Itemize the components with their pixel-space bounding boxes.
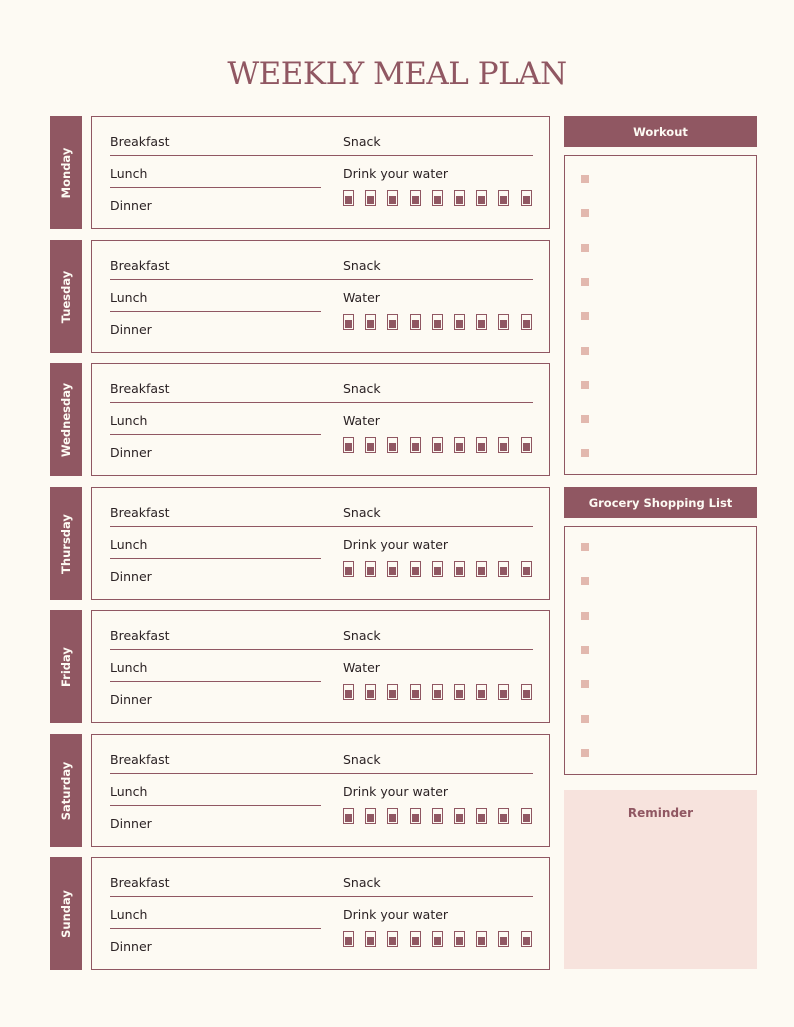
water-fill xyxy=(434,567,441,575)
breakfast-field[interactable]: Breakfast xyxy=(110,752,170,767)
water-fill xyxy=(367,814,374,822)
checkbox-bullet[interactable] xyxy=(581,449,589,457)
day-name: Tuesday xyxy=(59,270,73,323)
drink-label: Drink your water xyxy=(343,166,449,181)
water-fill xyxy=(389,443,396,451)
grocery-header xyxy=(564,487,757,518)
water-fill xyxy=(389,814,396,822)
day-name: Monday xyxy=(59,147,73,198)
water-fill xyxy=(500,320,507,328)
water-glass-icon[interactable] xyxy=(410,561,421,577)
water-fill xyxy=(389,690,396,698)
breakfast-field[interactable]: Breakfast xyxy=(110,134,170,149)
water-fill xyxy=(523,937,530,945)
checkbox-bullet[interactable] xyxy=(581,749,589,757)
dinner-field[interactable]: Dinner xyxy=(110,445,152,460)
divider xyxy=(110,311,321,312)
day-tab xyxy=(50,240,82,353)
water-fill xyxy=(389,567,396,575)
water-glass-icon[interactable] xyxy=(432,931,443,947)
water-fill xyxy=(389,320,396,328)
water-glass-icon[interactable] xyxy=(343,314,354,330)
water-glass-icon[interactable] xyxy=(454,808,465,824)
water-glass-icon[interactable] xyxy=(521,437,532,453)
water-glass-icon[interactable] xyxy=(387,437,398,453)
water-glass-icon[interactable] xyxy=(365,190,376,206)
water-glass-icon[interactable] xyxy=(521,190,532,206)
checkbox-bullet[interactable] xyxy=(581,244,589,252)
water-glass-icon[interactable] xyxy=(432,190,443,206)
day-tab xyxy=(50,734,82,847)
water-fill xyxy=(412,443,419,451)
water-glass-icon[interactable] xyxy=(432,808,443,824)
checkbox-bullet[interactable] xyxy=(581,278,589,286)
water-glass-icon[interactable] xyxy=(476,561,487,577)
day-row xyxy=(50,487,550,600)
water-fill xyxy=(500,196,507,204)
grocery-title: Grocery Shopping List xyxy=(588,495,733,510)
grocery-list xyxy=(564,526,757,775)
water-fill xyxy=(456,567,463,575)
meal-box xyxy=(91,487,550,600)
water-fill xyxy=(500,567,507,575)
water-fill xyxy=(412,814,419,822)
water-glass-icon[interactable] xyxy=(498,684,509,700)
water-fill xyxy=(434,443,441,451)
water-glass-icon[interactable] xyxy=(498,931,509,947)
breakfast-field[interactable]: Breakfast xyxy=(110,505,170,520)
water-fill xyxy=(500,937,507,945)
checkbox-bullet[interactable] xyxy=(581,680,589,688)
meal-box xyxy=(91,857,550,970)
water-fill xyxy=(523,690,530,698)
water-glass-icon[interactable] xyxy=(387,684,398,700)
water-glass-icon[interactable] xyxy=(387,561,398,577)
water-glass-icon[interactable] xyxy=(454,561,465,577)
day-name: Wednesday xyxy=(59,382,73,457)
water-glass-icon[interactable] xyxy=(343,561,354,577)
workout-title: Workout xyxy=(633,124,688,139)
breakfast-field[interactable]: Breakfast xyxy=(110,381,170,396)
water-fill xyxy=(412,196,419,204)
water-fill xyxy=(456,690,463,698)
water-glass-icon[interactable] xyxy=(343,808,354,824)
water-glass-icon[interactable] xyxy=(521,314,532,330)
day-name: Saturday xyxy=(59,761,73,820)
water-glass-icon[interactable] xyxy=(365,931,376,947)
water-fill xyxy=(478,567,485,575)
drink-label: Drink your water xyxy=(343,907,449,922)
water-glass-icon[interactable] xyxy=(387,314,398,330)
water-glass-icon[interactable] xyxy=(521,684,532,700)
day-tab xyxy=(50,116,82,229)
water-glass-icon[interactable] xyxy=(343,931,354,947)
drink-label: Water xyxy=(343,413,380,428)
water-glass-icon[interactable] xyxy=(343,437,354,453)
water-glass-icon[interactable] xyxy=(476,314,487,330)
water-fill xyxy=(523,567,530,575)
water-glass-icon[interactable] xyxy=(498,437,509,453)
water-fill xyxy=(478,690,485,698)
water-glass-icon[interactable] xyxy=(454,190,465,206)
snack-field[interactable]: Snack xyxy=(343,752,381,767)
page-title: WEEKLY MEAL PLAN xyxy=(227,56,567,92)
water-fill xyxy=(345,814,352,822)
water-fill xyxy=(367,443,374,451)
water-glass-icon[interactable] xyxy=(387,190,398,206)
breakfast-field[interactable]: Breakfast xyxy=(110,258,170,273)
water-fill xyxy=(456,443,463,451)
checkbox-bullet[interactable] xyxy=(581,543,589,551)
water-glass-icon[interactable] xyxy=(343,684,354,700)
checkbox-bullet[interactable] xyxy=(581,646,589,654)
divider xyxy=(110,402,533,403)
divider xyxy=(110,526,533,527)
water-glass-icon[interactable] xyxy=(498,808,509,824)
water-glass-icon[interactable] xyxy=(498,561,509,577)
dinner-field[interactable]: Dinner xyxy=(110,569,152,584)
lunch-field[interactable]: Lunch xyxy=(110,166,148,181)
meal-box xyxy=(91,240,550,353)
checkbox-bullet[interactable] xyxy=(581,347,589,355)
water-fill xyxy=(434,690,441,698)
water-glass-icon[interactable] xyxy=(432,561,443,577)
water-fill xyxy=(345,443,352,451)
day-row xyxy=(50,240,550,353)
drink-label: Water xyxy=(343,660,380,675)
water-fill xyxy=(500,443,507,451)
lunch-field[interactable]: Lunch xyxy=(110,290,148,305)
water-glass-icon[interactable] xyxy=(476,190,487,206)
water-fill xyxy=(478,937,485,945)
dinner-field[interactable]: Dinner xyxy=(110,816,152,831)
water-glass-icon[interactable] xyxy=(387,808,398,824)
water-fill xyxy=(456,320,463,328)
water-glass-icon[interactable] xyxy=(410,314,421,330)
meal-box xyxy=(91,116,550,229)
water-glass-icon[interactable] xyxy=(476,684,487,700)
divider xyxy=(110,187,321,188)
water-fill xyxy=(478,196,485,204)
day-name: Thursday xyxy=(59,513,73,574)
lunch-field[interactable]: Lunch xyxy=(110,537,148,552)
water-fill xyxy=(345,196,352,204)
water-glass-icon[interactable] xyxy=(365,314,376,330)
day-tab xyxy=(50,487,82,600)
water-glass-icon[interactable] xyxy=(498,190,509,206)
workout-list xyxy=(564,155,757,475)
divider xyxy=(110,155,533,156)
water-glass-icon[interactable] xyxy=(410,931,421,947)
snack-field[interactable]: Snack xyxy=(343,134,381,149)
day-tab xyxy=(50,857,82,970)
lunch-field[interactable]: Lunch xyxy=(110,413,148,428)
meal-box xyxy=(91,363,550,476)
day-tab xyxy=(50,610,82,723)
water-fill xyxy=(478,443,485,451)
water-fill xyxy=(500,814,507,822)
water-fill xyxy=(434,814,441,822)
water-glass-icon[interactable] xyxy=(454,314,465,330)
water-glass-icon[interactable] xyxy=(476,437,487,453)
water-fill xyxy=(412,937,419,945)
water-glass-icon[interactable] xyxy=(365,684,376,700)
reminder-panel[interactable] xyxy=(564,790,757,969)
water-fill xyxy=(434,320,441,328)
divider xyxy=(110,928,321,929)
checkbox-bullet[interactable] xyxy=(581,175,589,183)
water-glass-icon[interactable] xyxy=(521,561,532,577)
water-glass-icon[interactable] xyxy=(432,684,443,700)
water-fill xyxy=(523,443,530,451)
water-glass-icon[interactable] xyxy=(365,808,376,824)
water-fill xyxy=(345,567,352,575)
divider xyxy=(110,773,533,774)
dinner-field[interactable]: Dinner xyxy=(110,322,152,337)
water-fill xyxy=(389,196,396,204)
water-glass-icon[interactable] xyxy=(521,808,532,824)
divider xyxy=(110,279,533,280)
water-fill xyxy=(412,690,419,698)
water-fill xyxy=(367,320,374,328)
day-row xyxy=(50,734,550,847)
water-glass-icon[interactable] xyxy=(454,684,465,700)
meal-box xyxy=(91,610,550,723)
workout-header xyxy=(564,116,757,147)
water-fill xyxy=(523,196,530,204)
water-fill xyxy=(367,690,374,698)
day-name: Sunday xyxy=(59,889,73,938)
water-fill xyxy=(389,937,396,945)
day-row xyxy=(50,116,550,229)
water-fill xyxy=(478,814,485,822)
day-row xyxy=(50,857,550,970)
water-fill xyxy=(523,320,530,328)
water-fill xyxy=(456,937,463,945)
water-fill xyxy=(456,814,463,822)
water-glass-icon[interactable] xyxy=(365,437,376,453)
checkbox-bullet[interactable] xyxy=(581,612,589,620)
divider xyxy=(110,434,321,435)
lunch-field[interactable]: Lunch xyxy=(110,660,148,675)
water-fill xyxy=(345,937,352,945)
checkbox-bullet[interactable] xyxy=(581,312,589,320)
water-fill xyxy=(434,196,441,204)
checkbox-bullet[interactable] xyxy=(581,209,589,217)
checkbox-bullet[interactable] xyxy=(581,381,589,389)
water-fill xyxy=(500,690,507,698)
water-glass-icon[interactable] xyxy=(365,561,376,577)
water-fill xyxy=(367,567,374,575)
dinner-field[interactable]: Dinner xyxy=(110,939,152,954)
water-fill xyxy=(434,937,441,945)
divider xyxy=(110,805,321,806)
day-row xyxy=(50,610,550,723)
water-glass-icon[interactable] xyxy=(521,931,532,947)
day-tab xyxy=(50,363,82,476)
dinner-field[interactable]: Dinner xyxy=(110,198,152,213)
lunch-field[interactable]: Lunch xyxy=(110,784,148,799)
water-glass-icon[interactable] xyxy=(476,931,487,947)
water-glass-icon[interactable] xyxy=(432,437,443,453)
snack-field[interactable]: Snack xyxy=(343,258,381,273)
divider xyxy=(110,558,321,559)
drink-label: Water xyxy=(343,290,380,305)
water-fill xyxy=(412,320,419,328)
snack-field[interactable]: Snack xyxy=(343,628,381,643)
day-name: Friday xyxy=(59,646,73,687)
water-glass-icon[interactable] xyxy=(343,190,354,206)
drink-label: Drink your water xyxy=(343,784,449,799)
lunch-field[interactable]: Lunch xyxy=(110,907,148,922)
water-fill xyxy=(345,320,352,328)
breakfast-field[interactable]: Breakfast xyxy=(110,628,170,643)
water-glass-icon[interactable] xyxy=(410,190,421,206)
checkbox-bullet[interactable] xyxy=(581,715,589,723)
day-row xyxy=(50,363,550,476)
snack-field[interactable]: Snack xyxy=(343,381,381,396)
water-fill xyxy=(367,196,374,204)
water-glass-icon[interactable] xyxy=(432,314,443,330)
meal-box xyxy=(91,734,550,847)
water-glass-icon[interactable] xyxy=(387,931,398,947)
water-glass-icon[interactable] xyxy=(454,437,465,453)
divider xyxy=(110,649,533,650)
divider xyxy=(110,681,321,682)
water-glass-icon[interactable] xyxy=(476,808,487,824)
water-fill xyxy=(456,196,463,204)
water-glass-icon[interactable] xyxy=(410,808,421,824)
snack-field[interactable]: Snack xyxy=(343,875,381,890)
water-glass-icon[interactable] xyxy=(410,437,421,453)
water-fill xyxy=(345,690,352,698)
water-fill xyxy=(367,937,374,945)
water-fill xyxy=(478,320,485,328)
breakfast-field[interactable]: Breakfast xyxy=(110,875,170,890)
dinner-field[interactable]: Dinner xyxy=(110,692,152,707)
water-glass-icon[interactable] xyxy=(498,314,509,330)
drink-label: Drink your water xyxy=(343,537,449,552)
water-glass-icon[interactable] xyxy=(454,931,465,947)
water-glass-icon[interactable] xyxy=(410,684,421,700)
divider xyxy=(110,896,533,897)
checkbox-bullet[interactable] xyxy=(581,415,589,423)
reminder-title: Reminder xyxy=(627,806,694,820)
snack-field[interactable]: Snack xyxy=(343,505,381,520)
water-fill xyxy=(523,814,530,822)
water-fill xyxy=(412,567,419,575)
checkbox-bullet[interactable] xyxy=(581,577,589,585)
